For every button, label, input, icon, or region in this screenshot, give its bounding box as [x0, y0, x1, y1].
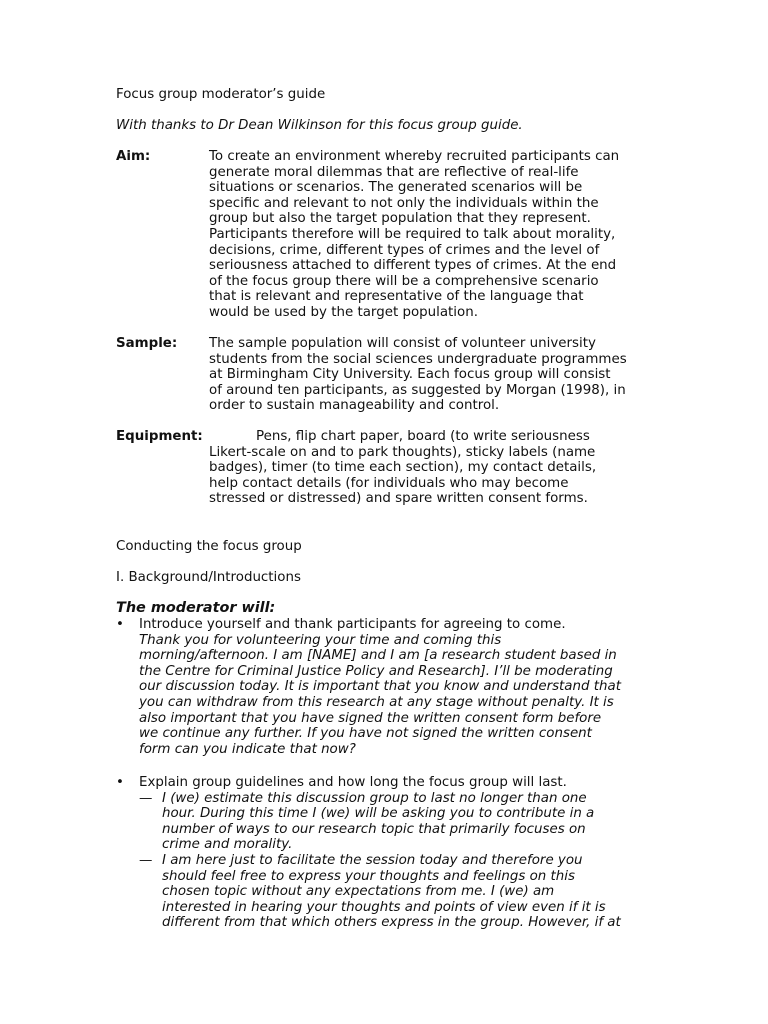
sample-line: order to sustain manageability and control.: [209, 398, 500, 414]
quote-line: morning/afternoon. I am [NAME] and I am [a research student based in: [139, 648, 617, 664]
dash-line: I am here just to facilitate the session today and therefore you: [162, 852, 583, 868]
aim-line: group but also the target population that they represent.: [209, 211, 591, 227]
aim-section: [116, 149, 676, 321]
dash-icon: —: [139, 852, 153, 868]
sample-line: The sample population will consist of volunteer university: [209, 336, 596, 351]
aim-label: Aim:: [116, 149, 151, 164]
sample-line: of around ten participants, as suggested by Morgan (1998), in: [209, 382, 626, 398]
equipment-label: Equipment:: [116, 429, 203, 444]
sample-text: [209, 336, 669, 414]
quote-line: form can you indicate that now?: [139, 741, 356, 757]
quote-line: you can withdraw from this research at any stage without penalty. It is: [139, 694, 614, 710]
dash-line: I (we) estimate this discussion group to last no longer than one: [162, 790, 587, 806]
dash-line: hour. During this time I (we) will be asking you to contribute in a: [162, 806, 595, 822]
bullet-text: Explain group guidelines and how long the focus group will last.: [139, 775, 567, 790]
dash-line: should feel free to express your thoughts and feelings on this: [162, 868, 575, 884]
dash-item: [139, 791, 659, 853]
aim-line: seriousness attached to different types of crimes. At the end: [209, 258, 617, 274]
equipment-line: badges), timer (to time each section), my contact details,: [209, 460, 597, 476]
aim-line: situations or scenarios. The generated scenarios will be: [209, 180, 583, 196]
equipment-first-line: Pens, flip chart paper, board (to write seriousness: [256, 429, 590, 444]
bullet-introduce: [116, 617, 676, 757]
bullet-text: Introduce yourself and thank participants for agreeing to come.: [139, 617, 566, 632]
moderator-heading: The moderator will:: [116, 600, 276, 616]
dash-line: number of ways to our research topic that primarily focuses on: [162, 821, 586, 837]
sample-line: students from the social sciences undergraduate programmes: [209, 351, 627, 367]
quote-line: also important that you have signed the written consent form before: [139, 710, 602, 726]
quote-line: the Centre for Criminal Justice Policy and Research]. I’ll be moderating: [139, 663, 613, 679]
section-heading: I. Background/Introductions: [116, 570, 301, 585]
aim-line: that is relevant and representative of the language that: [209, 289, 584, 305]
dash-line: interested in hearing your thoughts and points of view even if it is: [162, 899, 606, 915]
aim-line: specific and relevant to not only the individuals within the: [209, 195, 599, 211]
aim-line: generate moral dilemmas that are reflective of real-life: [209, 164, 579, 180]
bullet-icon: •: [116, 775, 124, 790]
equipment-line: Likert-scale on and to park thoughts), sticky labels (name: [209, 444, 596, 460]
script-quote: [139, 633, 659, 758]
aim-text: [209, 149, 669, 321]
dash-item: [139, 853, 659, 931]
equipment-section: [116, 429, 676, 507]
equipment-line: [209, 429, 669, 445]
aim-line: Participants therefore will be required to talk about morality,: [209, 226, 616, 242]
dash-line: chosen topic without any expectations from me. I (we) am: [162, 884, 555, 900]
bullet-icon: •: [116, 617, 124, 632]
aim-line: of the focus group there will be a comprehensive scenario: [209, 273, 599, 289]
document-title: Focus group moderator’s guide: [116, 87, 326, 102]
quote-line: our discussion today. It is important that you know and understand that: [139, 679, 621, 695]
equipment-line: stressed or distressed) and spare written consent forms.: [209, 491, 588, 507]
dash-icon: —: [139, 790, 153, 806]
quote-line: we continue any further. If you have not signed the written consent: [139, 726, 592, 742]
aim-line: To create an environment whereby recruited participants can: [209, 149, 620, 164]
aim-line: would be used by the target population.: [209, 304, 478, 320]
aim-line: decisions, crime, different types of crimes and the level of: [209, 242, 600, 258]
sample-section: [116, 336, 676, 414]
sample-label: Sample:: [116, 336, 178, 351]
acknowledgement: With thanks to Dr Dean Wilkinson for this focus group guide.: [116, 118, 523, 133]
bullet-guidelines: [116, 775, 676, 931]
equipment-text: [209, 429, 669, 507]
quote-line: Thank you for volunteering your time and coming this: [139, 632, 502, 648]
sample-line: at Birmingham City University. Each focus group will consist: [209, 367, 611, 383]
dash-line: crime and morality.: [162, 837, 293, 853]
dash-line: different from that which others express in the group. However, if at: [162, 915, 621, 931]
equipment-line: help contact details (for individuals who may become: [209, 475, 569, 491]
conducting-heading: Conducting the focus group: [116, 539, 302, 554]
